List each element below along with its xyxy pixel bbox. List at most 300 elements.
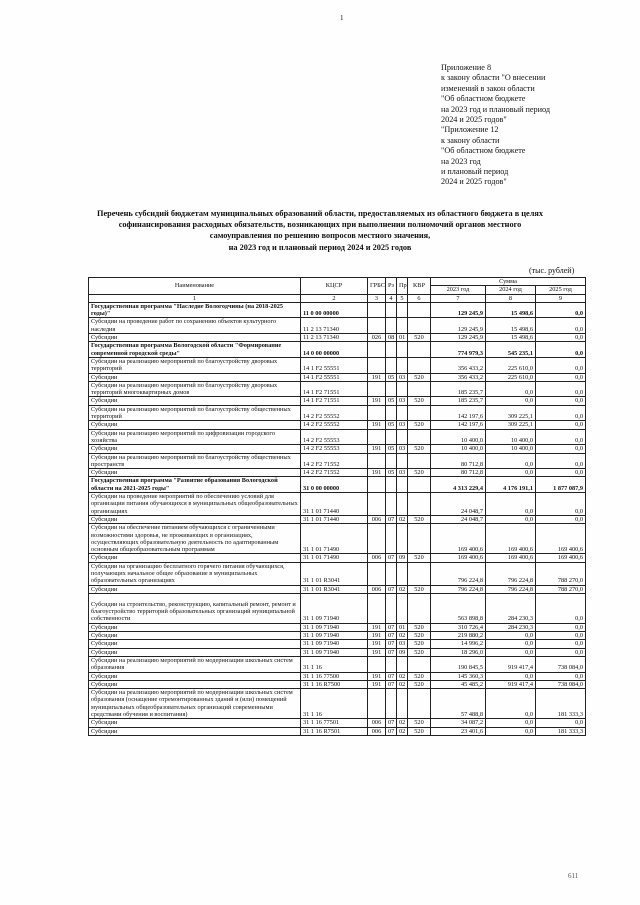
document-title bbox=[60, 208, 580, 253]
cell-2023: 185 235,7 bbox=[431, 381, 486, 397]
cell-kvr bbox=[408, 302, 431, 318]
cell-2025: 1 877 087,9 bbox=[536, 477, 586, 493]
cell-kvr: 520 bbox=[408, 727, 431, 735]
cell-kcsr: 31 1 16 R7500 bbox=[301, 680, 368, 688]
cell-2024: 0,0 bbox=[486, 453, 536, 469]
cell-kvr: 520 bbox=[408, 585, 431, 593]
cell-kcsr: 31 1 09 71940 bbox=[301, 593, 368, 623]
cell-name: Субсидии на реализацию мероприятий по модернизации школьных систем образования (оснащение отремонтированных зданий и (или) помещений муниципальных общеобразовательных организаций современными средствами обучения и воспитания) bbox=[89, 689, 301, 719]
cell-grbs bbox=[368, 453, 386, 469]
table-row bbox=[89, 623, 586, 631]
cell-rz bbox=[386, 318, 397, 334]
table-row bbox=[89, 342, 586, 358]
cell-grbs: 006 bbox=[368, 727, 386, 735]
cell-kcsr: 14 2 F2 55552 bbox=[301, 405, 368, 421]
cell-2025: 169 400,6 bbox=[536, 524, 586, 554]
cell-name: Субсидии bbox=[89, 672, 301, 680]
cell-pr: 09 bbox=[397, 648, 408, 656]
cell-2025: 738 084,0 bbox=[536, 680, 586, 688]
cell-2023: 10 400,0 bbox=[431, 445, 486, 453]
cell-name: Субсидии bbox=[89, 445, 301, 453]
table-row bbox=[89, 562, 586, 585]
cell-kcsr: 31 1 01 R3041 bbox=[301, 585, 368, 593]
cell-name: Субсидии bbox=[89, 727, 301, 735]
cell-name: Субсидии на реализацию мероприятий по цифровизации городского хозяйства bbox=[89, 429, 301, 445]
cell-2025: 0,0 bbox=[536, 623, 586, 631]
cell-name: Субсидии bbox=[89, 373, 301, 381]
cell-name: Субсидии bbox=[89, 515, 301, 523]
cell-pr bbox=[397, 656, 408, 672]
cell-rz bbox=[386, 405, 397, 421]
cell-2025: 0,0 bbox=[536, 397, 586, 405]
appendix-line: к закону области "О внесении bbox=[441, 73, 546, 83]
cell-2023: 356 433,2 bbox=[431, 357, 486, 373]
table-row bbox=[89, 397, 586, 405]
cell-name: Субсидии bbox=[89, 554, 301, 562]
cell-kvr: 520 bbox=[408, 640, 431, 648]
cell-kvr: 520 bbox=[408, 680, 431, 688]
cell-grbs bbox=[368, 318, 386, 334]
cell-2024: 796 224,8 bbox=[486, 585, 536, 593]
cell-grbs bbox=[368, 493, 386, 516]
appendix-line: "Приложение 12 bbox=[441, 125, 499, 135]
cell-kvr: 520 bbox=[408, 623, 431, 631]
cell-2024: 225 610,0 bbox=[486, 357, 536, 373]
cell-2024: 0,0 bbox=[486, 515, 536, 523]
cell-pr bbox=[397, 477, 408, 493]
cell-2023: 57 488,8 bbox=[431, 689, 486, 719]
cell-grbs: 191 bbox=[368, 373, 386, 381]
cell-grbs bbox=[368, 429, 386, 445]
table-row bbox=[89, 429, 586, 445]
header-kcsr: КЦСР bbox=[301, 278, 368, 295]
cell-pr bbox=[397, 524, 408, 554]
cell-grbs bbox=[368, 562, 386, 585]
cell-kvr: 520 bbox=[408, 515, 431, 523]
cell-name: Субсидии bbox=[89, 421, 301, 429]
cell-grbs: 026 bbox=[368, 334, 386, 342]
cell-kvr bbox=[408, 593, 431, 623]
cell-2024: 309 225,1 bbox=[486, 405, 536, 421]
cell-kcsr: 31 1 16 77500 bbox=[301, 672, 368, 680]
appendix-line: к закону области bbox=[441, 135, 500, 145]
cell-kvr: 520 bbox=[408, 648, 431, 656]
cell-2023: 356 433,2 bbox=[431, 373, 486, 381]
cell-2024: 545 235,1 bbox=[486, 342, 536, 358]
cell-2024: 0,0 bbox=[486, 397, 536, 405]
cell-2023: 80 712,8 bbox=[431, 453, 486, 469]
cell-name: Субсидии bbox=[89, 719, 301, 727]
cell-kvr bbox=[408, 493, 431, 516]
cell-2024: 0,0 bbox=[486, 648, 536, 656]
table-row bbox=[89, 672, 586, 680]
table-row bbox=[89, 689, 586, 719]
header-rz: Рз bbox=[386, 278, 397, 295]
cell-rz bbox=[386, 524, 397, 554]
cell-kcsr: 31 1 01 71440 bbox=[301, 493, 368, 516]
cell-pr: 03 bbox=[397, 421, 408, 429]
cell-kcsr: 14 2 F2 71552 bbox=[301, 453, 368, 469]
cell-2023: 23 401,6 bbox=[431, 727, 486, 735]
title-line: на 2023 год и плановый период 2024 и 2025 годов bbox=[228, 242, 412, 252]
cell-2025: 788 270,0 bbox=[536, 585, 586, 593]
table-row bbox=[89, 585, 586, 593]
cell-2025: 0,0 bbox=[536, 445, 586, 453]
cell-2024: 919 417,4 bbox=[486, 680, 536, 688]
cell-2024: 15 498,6 bbox=[486, 302, 536, 318]
cell-pr bbox=[397, 493, 408, 516]
cell-name: Субсидии на реализацию мероприятий по благоустройству общественных территорий bbox=[89, 405, 301, 421]
cell-kvr bbox=[408, 562, 431, 585]
cell-rz bbox=[386, 689, 397, 719]
cell-grbs: 191 bbox=[368, 623, 386, 631]
cell-rz bbox=[386, 453, 397, 469]
header-pr: Пр bbox=[397, 278, 408, 295]
cell-2025: 0,0 bbox=[536, 357, 586, 373]
table-row bbox=[89, 453, 586, 469]
cell-name: Субсидии на реализацию мероприятий по благоустройству дворовых территорий многоквартирных домов bbox=[89, 381, 301, 397]
cell-2025: 0,0 bbox=[536, 342, 586, 358]
cell-kvr bbox=[408, 318, 431, 334]
table-row bbox=[89, 421, 586, 429]
column-number: 6 bbox=[408, 294, 431, 302]
title-line: самоуправления по решению вопросов местного значения, bbox=[209, 231, 431, 241]
subsidies-table bbox=[88, 277, 586, 736]
table-header-row bbox=[89, 278, 586, 286]
cell-name: Субсидии bbox=[89, 648, 301, 656]
cell-2023: 129 245,9 bbox=[431, 334, 486, 342]
appendix-line: изменений в закон области bbox=[441, 83, 535, 93]
table-row bbox=[89, 593, 586, 623]
cell-rz: 07 bbox=[386, 554, 397, 562]
cell-rz: 07 bbox=[386, 727, 397, 735]
cell-2023: 10 400,0 bbox=[431, 429, 486, 445]
header-kvr: КВР bbox=[408, 278, 431, 295]
cell-2023: 24 048,7 bbox=[431, 493, 486, 516]
cell-grbs: 191 bbox=[368, 648, 386, 656]
cell-rz: 07 bbox=[386, 585, 397, 593]
cell-pr bbox=[397, 429, 408, 445]
cell-kcsr: 14 2 F2 55553 bbox=[301, 429, 368, 445]
cell-pr: 02 bbox=[397, 719, 408, 727]
cell-2023: 219 880,2 bbox=[431, 632, 486, 640]
cell-rz bbox=[386, 593, 397, 623]
cell-2024: 0,0 bbox=[486, 672, 536, 680]
cell-kcsr: 31 1 16 77501 bbox=[301, 719, 368, 727]
cell-2025: 0,0 bbox=[536, 515, 586, 523]
cell-2023: 4 313 229,4 bbox=[431, 477, 486, 493]
top-mark: 1 bbox=[340, 14, 344, 22]
cell-kvr: 520 bbox=[408, 334, 431, 342]
table-row bbox=[89, 632, 586, 640]
cell-2025: 0,0 bbox=[536, 453, 586, 469]
table-row bbox=[89, 515, 586, 523]
cell-2024: 0,0 bbox=[486, 640, 536, 648]
cell-2023: 45 485,2 bbox=[431, 680, 486, 688]
table-row bbox=[89, 524, 586, 554]
cell-2025: 0,0 bbox=[536, 429, 586, 445]
cell-kvr: 520 bbox=[408, 554, 431, 562]
cell-grbs: 191 bbox=[368, 445, 386, 453]
cell-2023: 169 400,6 bbox=[431, 554, 486, 562]
header-2024: 2024 год bbox=[486, 286, 536, 294]
cell-2024: 284 230,3 bbox=[486, 593, 536, 623]
header-2023: 2023 год bbox=[431, 286, 486, 294]
cell-rz bbox=[386, 302, 397, 318]
cell-2024: 919 417,4 bbox=[486, 656, 536, 672]
cell-2024: 15 498,6 bbox=[486, 334, 536, 342]
cell-rz bbox=[386, 493, 397, 516]
cell-rz: 07 bbox=[386, 672, 397, 680]
cell-name: Субсидии на обеспечение питанием обучающихся с ограниченными возможностями здоровья, не проживающих в организациях, осуществляющих образовательную деятельность по адаптированным основным общеобразовательным программам bbox=[89, 524, 301, 554]
cell-grbs: 191 bbox=[368, 397, 386, 405]
table-row bbox=[89, 445, 586, 453]
cell-2024: 15 498,6 bbox=[486, 318, 536, 334]
cell-2024: 4 176 191,1 bbox=[486, 477, 536, 493]
cell-pr bbox=[397, 562, 408, 585]
cell-2024: 10 400,0 bbox=[486, 429, 536, 445]
cell-rz bbox=[386, 429, 397, 445]
cell-rz bbox=[386, 342, 397, 358]
cell-2023: 142 197,6 bbox=[431, 405, 486, 421]
table-row bbox=[89, 302, 586, 318]
cell-2023: 80 712,8 bbox=[431, 469, 486, 477]
cell-rz bbox=[386, 381, 397, 397]
cell-pr bbox=[397, 357, 408, 373]
cell-kvr: 520 bbox=[408, 397, 431, 405]
cell-kcsr: 31 1 01 R3041 bbox=[301, 562, 368, 585]
cell-2023: 34 087,2 bbox=[431, 719, 486, 727]
cell-2025: 181 333,3 bbox=[536, 689, 586, 719]
cell-kvr bbox=[408, 453, 431, 469]
column-number: 3 bbox=[368, 294, 386, 302]
cell-kvr: 520 bbox=[408, 469, 431, 477]
cell-2023: 145 360,3 bbox=[431, 672, 486, 680]
cell-2025: 0,0 bbox=[536, 593, 586, 623]
cell-kcsr: 11 2 13 71340 bbox=[301, 334, 368, 342]
column-number: 9 bbox=[536, 294, 586, 302]
cell-rz: 07 bbox=[386, 719, 397, 727]
cell-2025: 0,0 bbox=[536, 469, 586, 477]
cell-name: Субсидии на реализацию мероприятий по благоустройству общественных пространств bbox=[89, 453, 301, 469]
cell-kcsr: 31 1 01 71490 bbox=[301, 524, 368, 554]
cell-pr bbox=[397, 318, 408, 334]
cell-2023: 796 224,8 bbox=[431, 562, 486, 585]
column-number: 7 bbox=[431, 294, 486, 302]
appendix-line: на 2023 год и плановый период bbox=[441, 104, 551, 114]
appendix-line: и плановый период bbox=[441, 167, 509, 177]
cell-rz: 07 bbox=[386, 640, 397, 648]
page-number: 611 bbox=[568, 872, 579, 880]
cell-rz: 07 bbox=[386, 648, 397, 656]
cell-name: Субсидии bbox=[89, 469, 301, 477]
cell-2023: 190 845,5 bbox=[431, 656, 486, 672]
header-2025: 2025 год bbox=[536, 286, 586, 294]
cell-name: Субсидии на реализацию мероприятий по модернизации школьных систем образования bbox=[89, 656, 301, 672]
cell-kvr bbox=[408, 477, 431, 493]
cell-name: Субсидии bbox=[89, 334, 301, 342]
cell-pr: 02 bbox=[397, 727, 408, 735]
cell-kvr bbox=[408, 524, 431, 554]
cell-2025: 0,0 bbox=[536, 373, 586, 381]
cell-pr: 03 bbox=[397, 445, 408, 453]
cell-grbs: 191 bbox=[368, 672, 386, 680]
cell-grbs bbox=[368, 342, 386, 358]
table-row bbox=[89, 357, 586, 373]
cell-pr: 03 bbox=[397, 640, 408, 648]
cell-rz: 07 bbox=[386, 632, 397, 640]
table-row bbox=[89, 493, 586, 516]
cell-name: Государственная программа "Наследие Вологодчины (на 2018-2025 годы)" bbox=[89, 302, 301, 318]
cell-grbs: 006 bbox=[368, 554, 386, 562]
cell-rz: 05 bbox=[386, 421, 397, 429]
cell-2024: 796 224,8 bbox=[486, 562, 536, 585]
table-row bbox=[89, 469, 586, 477]
cell-grbs bbox=[368, 405, 386, 421]
cell-2024: 0,0 bbox=[486, 469, 536, 477]
cell-kcsr: 31 1 01 71490 bbox=[301, 554, 368, 562]
cell-pr: 02 bbox=[397, 632, 408, 640]
table-row bbox=[89, 640, 586, 648]
cell-kcsr: 31 1 09 71940 bbox=[301, 632, 368, 640]
cell-pr: 03 bbox=[397, 469, 408, 477]
cell-kcsr: 31 1 01 71440 bbox=[301, 515, 368, 523]
cell-name: Субсидии на строительство, реконструкцию, капитальный ремонт, ремонт и благоустройство территорий образовательных организаций муниципальной собственности bbox=[89, 593, 301, 623]
cell-kcsr: 31 1 09 71940 bbox=[301, 640, 368, 648]
cell-pr bbox=[397, 381, 408, 397]
cell-2024: 309 225,1 bbox=[486, 421, 536, 429]
cell-grbs bbox=[368, 689, 386, 719]
table-row bbox=[89, 477, 586, 493]
table-row bbox=[89, 318, 586, 334]
cell-kcsr: 14 1 F2 71551 bbox=[301, 397, 368, 405]
table-row bbox=[89, 373, 586, 381]
cell-2023: 796 224,8 bbox=[431, 585, 486, 593]
column-numbers-row bbox=[89, 294, 586, 302]
cell-grbs bbox=[368, 593, 386, 623]
cell-grbs bbox=[368, 656, 386, 672]
cell-2024: 284 230,3 bbox=[486, 623, 536, 631]
cell-name: Субсидии bbox=[89, 397, 301, 405]
cell-rz: 07 bbox=[386, 623, 397, 631]
cell-kcsr: 14 2 F2 71552 bbox=[301, 469, 368, 477]
appendix-line: на 2023 год bbox=[441, 156, 481, 166]
cell-kcsr: 31 1 16 bbox=[301, 656, 368, 672]
cell-2023: 563 898,8 bbox=[431, 593, 486, 623]
cell-rz: 05 bbox=[386, 445, 397, 453]
appendix-line: 2024 и 2025 годов" bbox=[441, 177, 507, 187]
cell-2025: 788 270,0 bbox=[536, 562, 586, 585]
cell-2024: 0,0 bbox=[486, 727, 536, 735]
cell-pr: 02 bbox=[397, 672, 408, 680]
cell-name: Субсидии на реализацию мероприятий по благоустройству дворовых территорий bbox=[89, 357, 301, 373]
cell-pr: 02 bbox=[397, 515, 408, 523]
cell-2025: 0,0 bbox=[536, 648, 586, 656]
column-number: 4 bbox=[386, 294, 397, 302]
cell-pr bbox=[397, 405, 408, 421]
column-number: 1 bbox=[89, 294, 301, 302]
cell-kcsr: 14 0 00 00000 bbox=[301, 342, 368, 358]
cell-name: Субсидии на организацию бесплатного горячего питания обучающихся, получающих начальное общее образование в муниципальных образовательных организациях bbox=[89, 562, 301, 585]
cell-name: Государственная программа "Развитие образования Вологодской области на 2021-2025 годы" bbox=[89, 477, 301, 493]
table-row bbox=[89, 727, 586, 735]
cell-kvr bbox=[408, 429, 431, 445]
table-row bbox=[89, 405, 586, 421]
units-label: (тыс. рублей) bbox=[529, 266, 575, 275]
cell-kvr bbox=[408, 381, 431, 397]
title-line: софинансирования расходных обязательств, возникающих при выполнении полномочий органов местного bbox=[118, 220, 522, 230]
cell-rz bbox=[386, 477, 397, 493]
table-row bbox=[89, 648, 586, 656]
cell-2023: 129 245,9 bbox=[431, 318, 486, 334]
cell-2023: 129 245,9 bbox=[431, 302, 486, 318]
cell-2024: 169 400,6 bbox=[486, 524, 536, 554]
cell-kvr: 520 bbox=[408, 445, 431, 453]
cell-grbs bbox=[368, 357, 386, 373]
cell-grbs: 191 bbox=[368, 632, 386, 640]
cell-2023: 774 979,3 bbox=[431, 342, 486, 358]
cell-grbs: 191 bbox=[368, 640, 386, 648]
cell-grbs: 006 bbox=[368, 719, 386, 727]
cell-rz: 07 bbox=[386, 515, 397, 523]
table-row bbox=[89, 680, 586, 688]
cell-2025: 181 333,3 bbox=[536, 727, 586, 735]
cell-kcsr: 14 1 F2 55551 bbox=[301, 357, 368, 373]
cell-2023: 169 400,6 bbox=[431, 524, 486, 554]
cell-grbs: 006 bbox=[368, 515, 386, 523]
cell-grbs bbox=[368, 477, 386, 493]
cell-pr bbox=[397, 342, 408, 358]
cell-kvr: 520 bbox=[408, 719, 431, 727]
cell-2024: 0,0 bbox=[486, 719, 536, 727]
cell-rz bbox=[386, 656, 397, 672]
cell-rz: 08 bbox=[386, 334, 397, 342]
cell-rz: 07 bbox=[386, 680, 397, 688]
column-number: 8 bbox=[486, 294, 536, 302]
table-row bbox=[89, 334, 586, 342]
cell-rz bbox=[386, 357, 397, 373]
cell-name: Государственная программа Вологодской области "Формирование современной городской среды" bbox=[89, 342, 301, 358]
cell-2025: 0,0 bbox=[536, 302, 586, 318]
appendix-line: "Об областном бюджете bbox=[441, 146, 526, 156]
cell-grbs: 191 bbox=[368, 469, 386, 477]
cell-pr: 02 bbox=[397, 585, 408, 593]
cell-kcsr: 14 2 F2 55552 bbox=[301, 421, 368, 429]
cell-pr: 09 bbox=[397, 554, 408, 562]
cell-pr bbox=[397, 593, 408, 623]
cell-pr: 01 bbox=[397, 623, 408, 631]
cell-kvr bbox=[408, 342, 431, 358]
cell-grbs: 006 bbox=[368, 585, 386, 593]
cell-pr: 01 bbox=[397, 334, 408, 342]
cell-kvr bbox=[408, 656, 431, 672]
cell-name: Субсидии bbox=[89, 623, 301, 631]
table-row bbox=[89, 554, 586, 562]
cell-2024: 0,0 bbox=[486, 689, 536, 719]
cell-rz: 05 bbox=[386, 469, 397, 477]
appendix-line: Приложение 8 bbox=[441, 63, 492, 72]
cell-name: Субсидии bbox=[89, 680, 301, 688]
cell-2025: 169 400,6 bbox=[536, 554, 586, 562]
cell-2025: 0,0 bbox=[536, 318, 586, 334]
cell-2025: 0,0 bbox=[536, 334, 586, 342]
cell-rz: 05 bbox=[386, 373, 397, 381]
cell-grbs: 191 bbox=[368, 680, 386, 688]
cell-2024: 169 400,6 bbox=[486, 554, 536, 562]
cell-kvr: 520 bbox=[408, 672, 431, 680]
cell-kcsr: 31 1 09 71940 bbox=[301, 648, 368, 656]
cell-kcsr: 14 1 F2 71551 bbox=[301, 381, 368, 397]
